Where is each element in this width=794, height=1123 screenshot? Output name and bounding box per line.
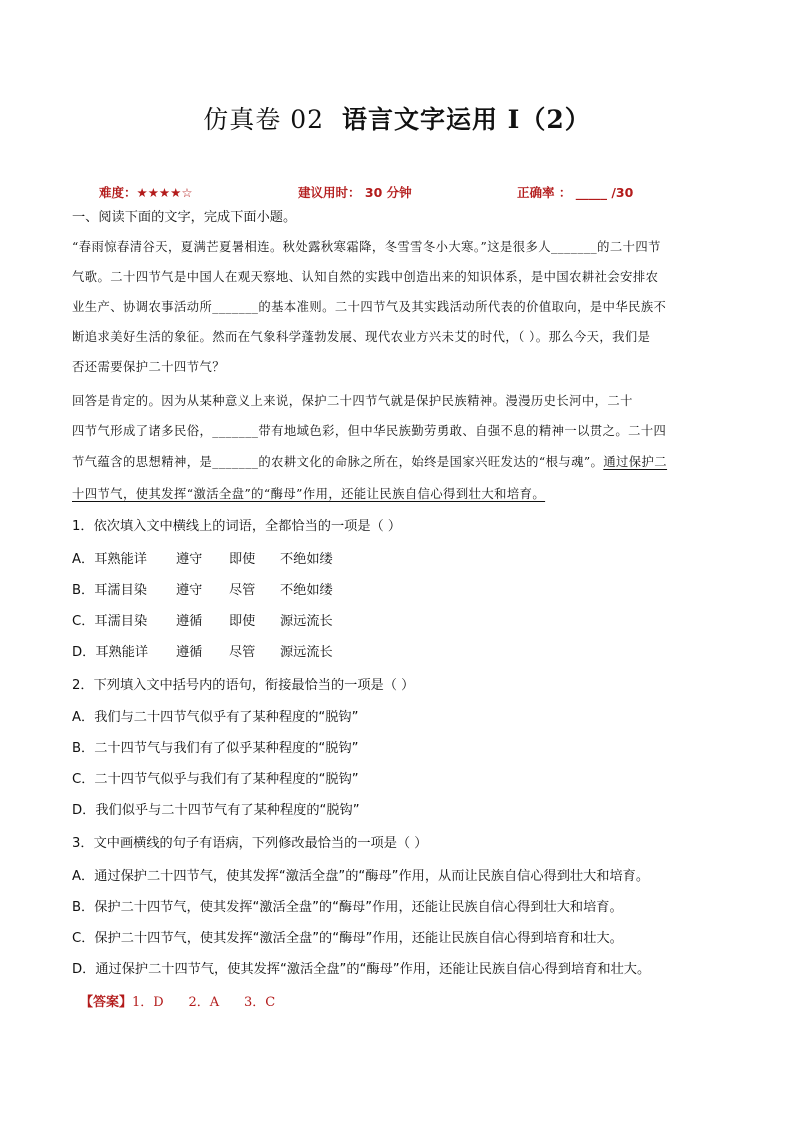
question-1-option-b[interactable] <box>72 579 472 597</box>
question-3-option-c[interactable]: C．保护二十四节气，使其发挥“激活全盘”的“酶母”作用，还能让民族自信心得到培育和壮大。 <box>72 931 623 946</box>
option-word: C．耳濡目染 <box>72 614 148 629</box>
passage-line <box>72 452 667 470</box>
passage-text: 节气蕴含的思想精神，是_______的农耕文化的命脉之所在，始终是国家兴旺发达的“根与魂”。 <box>72 455 604 469</box>
section-heading: 一、阅读下面的文字，完成下面小题。 <box>72 210 297 225</box>
question-1-option-a[interactable] <box>72 548 472 566</box>
question-3-option-b[interactable]: B．保护二十四节气，使其发挥“激活全盘”的“酶母”作用，还能让民族自信心得到壮大和培育。 <box>72 900 623 915</box>
option-word: B．耳濡目染 <box>72 583 147 598</box>
time-label: 建议用时： <box>298 185 361 200</box>
option-word: 即使 <box>229 552 256 567</box>
option-word: 遵循 <box>176 614 203 629</box>
question-2-option-a[interactable]: A．我们与二十四节气似乎有了某种程度的“脱钩” <box>72 710 359 725</box>
option-word: 源远流长 <box>280 614 333 629</box>
difficulty-label: 难度： <box>99 185 137 200</box>
title-main: 仿真卷 02 <box>203 105 325 134</box>
difficulty <box>99 183 193 201</box>
suggested-time <box>298 183 412 201</box>
passage-line: 业生产、协调农事活动所_______的基本准则。二十四节气及其实践活动所代表的价值取向，是中华民族不 <box>72 300 667 314</box>
answer-text: 1．D 2．A 3．C <box>132 995 276 1010</box>
question-3-option-d[interactable]: D．通过保护二十四节气，使其发挥“激活全盘”的“酶母”作用，还能让民族自信心得到培育和壮大。 <box>72 962 651 977</box>
passage-line: 气歌。二十四节气是中国人在观天察地、认知自然的实践中创造出来的知识体系，是中国农耕社会安排农 <box>72 270 659 284</box>
option-word: A．耳熟能详 <box>72 552 147 567</box>
passage-line: “春雨惊春清谷天，夏满芒夏暑相连。秋处露秋寒霜降，冬雪雪冬小大寒。”这是很多人_______的二十四节 <box>72 240 661 254</box>
question-1-stem: 1．依次填入文中横线上的词语，全都恰当的一项是（ ） <box>72 519 402 534</box>
question-2-option-d[interactable]: D．我们似乎与二十四节气有了某种程度的“脱钩” <box>72 803 360 818</box>
passage-line: 四节气形成了诸多民俗，_______带有地域色彩，但中华民族勤劳勇敢、自强不息的精神一以贯之。二十四 <box>72 424 667 438</box>
option-word: 即使 <box>229 614 256 629</box>
option-word: 遵守 <box>176 552 203 567</box>
accuracy <box>517 183 633 201</box>
underlined-sentence-part-1: 通过保护二 <box>603 455 668 469</box>
question-3-option-a[interactable]: A．通过保护二十四节气，使其发挥“激活全盘”的“酶母”作用，从而让民族自信心得到壮大和培育。 <box>72 869 650 884</box>
title-sub: 语言文字运用 I（2） <box>341 105 591 134</box>
question-1-option-c[interactable] <box>72 610 472 628</box>
question-2-option-c[interactable]: C．二十四节气似乎与我们有了某种程度的“脱钩” <box>72 772 359 787</box>
accuracy-label: 正确率 ： <box>517 185 572 200</box>
question-2-option-b[interactable]: B．二十四节气与我们有了似乎某种程度的“脱钩” <box>72 741 359 756</box>
answer-row <box>80 991 275 1010</box>
option-word: D．耳熟能详 <box>72 645 149 660</box>
option-word: 尽管 <box>229 645 256 660</box>
question-1-option-d[interactable] <box>72 641 472 659</box>
option-word: 不绝如缕 <box>280 552 333 567</box>
accuracy-blank: _____ <box>575 185 607 200</box>
question-2-stem: 2．下列填入文中括号内的语句，衔接最恰当的一项是（ ） <box>72 678 415 693</box>
option-word: 遵循 <box>176 645 203 660</box>
difficulty-stars: ★★★★☆ <box>136 185 193 200</box>
option-word: 不绝如缕 <box>280 583 333 598</box>
meta-row <box>99 183 699 199</box>
option-word: 尽管 <box>229 583 256 598</box>
passage-line: 回答是肯定的。因为从某种意义上来说，保护二十四节气就是保护民族精神。漫漫历史长河中，二十 <box>72 394 633 408</box>
accuracy-total: /30 <box>611 185 634 200</box>
option-word: 遵守 <box>176 583 203 598</box>
option-word: 源远流长 <box>280 645 333 660</box>
passage-line: 否还需要保护二十四节气？ <box>72 360 225 374</box>
question-3-stem: 3．文中画横线的句子有语病，下列修改最恰当的一项是（ ） <box>72 836 428 851</box>
answer-label: 【答案】 <box>80 995 133 1010</box>
page-title <box>0 100 794 136</box>
passage-line: 断追求美好生活的象征。然而在气象科学蓬勃发展、现代农业方兴未艾的时代，（ ）。那么今天，我们是 <box>72 330 651 344</box>
underlined-sentence-part-2: 十四节气，使其发挥“激活全盘”的“酶母”作用，还能让民族自信心得到壮大和培育。 <box>72 487 546 501</box>
time-value: 30 分钟 <box>364 185 412 200</box>
